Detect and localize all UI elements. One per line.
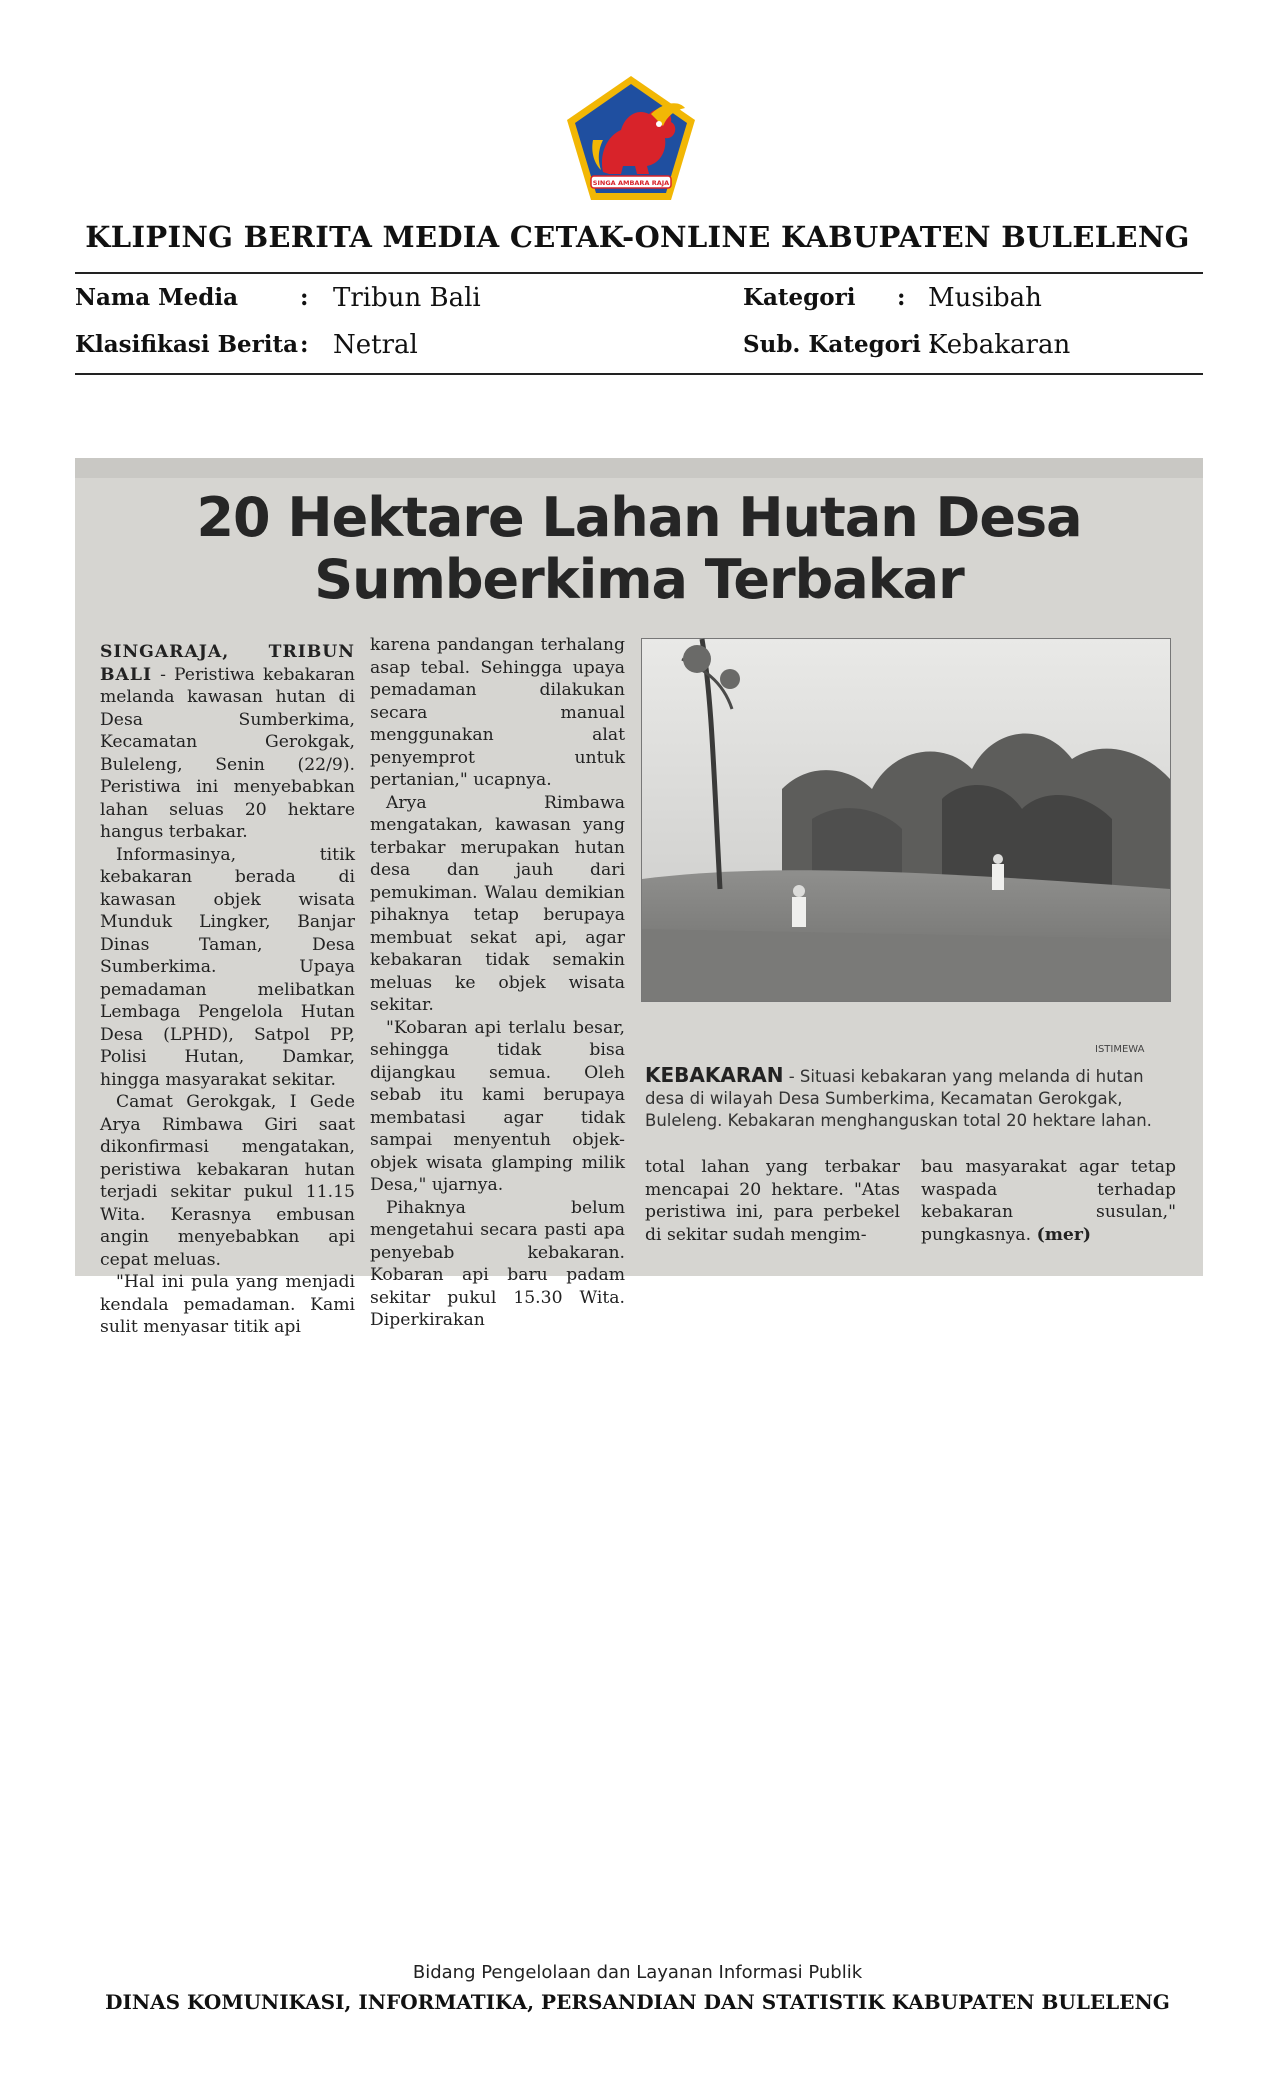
paragraph: Camat Gerokgak, I Gede Arya Rimbawa Giri saat dikonfirmasi mengatakan, peristiwa kebakaran hutan terjadi sekitar pukul 11.15 Wita. Kerasnya embusan angin menyebabkan api cepat meluas.: [100, 1092, 355, 1270]
author-initials: (mer): [1036, 1224, 1092, 1245]
sub-kategori-value: Kebakaran: [928, 330, 1071, 360]
klasifikasi-value: Netral: [333, 330, 418, 360]
headline-line-2: Sumberkima Terbakar: [314, 548, 964, 611]
newspaper-clipping: [75, 458, 1203, 1337]
top-rule: [75, 272, 1203, 274]
article-column-1: [100, 641, 355, 1339]
article-column-2: [370, 634, 625, 1332]
footer-agency: DINAS KOMUNIKASI, INFORMATIKA, PERSANDIAN DAN STATISTIK KABUPATEN BULELENG: [105, 1990, 1170, 2014]
sub-kategori-label: Sub. Kategori :: [743, 331, 938, 358]
photo-credit: ISTIMEWA: [1095, 1044, 1145, 1055]
paragraph: Arya Rimbawa mengatakan, kawasan yang terbakar merupakan hutan desa dan jauh dari pemukiman. Walau demikian pihaknya tetap berupaya membuat sekat api, agar kebakaran tidak semakin meluas ke objek wisata sekitar.: [370, 792, 625, 1015]
buleleng-regency-logo: [563, 74, 699, 202]
paragraph: Pihaknya belum mengetahui secara pasti apa penyebab kebakaran. Kobaran api baru padam sekitar pukul 15.30 Wita. Diperkirakan: [370, 1197, 625, 1330]
kategori-colon: :: [897, 284, 906, 311]
photo-caption: [645, 1064, 1175, 1132]
paragraph: Informasinya, titik kebakaran berada di kawasan objek wisata Munduk Lingker, Banjar Dinas Taman, Desa Sumberkima. Upaya pemadaman melibatkan Lembaga Pengelola Hutan Desa (LPHD), Satpol PP, Polisi Hutan, Damkar, hingga masyarakat sekitar.: [100, 844, 355, 1090]
media-label: Nama Media: [75, 284, 238, 311]
klasifikasi-colon: :: [300, 331, 309, 358]
fire-photo: [641, 638, 1171, 1002]
caption-label: KEBAKARAN: [645, 1063, 784, 1087]
paragraph: "Kobaran api terlalu besar, sehingga tidak bisa dijangkau semua. Oleh sebab itu kami berupaya membatasi agar tidak sampai menyentuh objek-objek wisata glamping milik Desa," ujarnya.: [370, 1017, 625, 1195]
paragraph: total lahan yang terbakar mencapai 20 hektare. "Atas peristiwa ini, para perbekel di sekitar sudah mengim-: [645, 1157, 900, 1245]
footer-department: Bidang Pengelolaan dan Layanan Informasi Publik: [412, 1962, 863, 1983]
page-title: KLIPING BERITA MEDIA CETAK-ONLINE KABUPATEN BULELENG: [85, 220, 1190, 254]
media-colon: :: [300, 284, 309, 311]
paragraph: bau masyarakat agar tetap waspada terhadap kebakaran susulan," pungkasnya.: [921, 1157, 1176, 1245]
dateline: SINGARAJA, TRIBUN BALI: [100, 642, 355, 685]
clip-top-strip: [75, 458, 1203, 478]
article-column-4: [921, 1156, 1176, 1246]
paragraph: "Hal ini pula yang menjadi kendala pemadaman. Kami sulit menyasar titik api: [100, 1272, 355, 1337]
kategori-label: Kategori: [743, 284, 856, 311]
caption-text: - Situasi kebakaran yang melanda di hutan desa di wilayah Desa Sumberkima, Kecamatan Gerokgak, Buleleng. Kebakaran menghanguskan total 20 hektare lahan.: [645, 1067, 1152, 1130]
bottom-rule: [75, 373, 1203, 375]
headline-line-1: 20 Hektare Lahan Hutan Desa: [196, 486, 1082, 549]
paragraph: - Peristiwa kebakaran melanda kawasan hutan di Desa Sumberkima, Kecamatan Gerokgak, Buleleng, Senin (22/9). Peristiwa ini menyebabkan lahan seluas 20 hektare hangus terbakar.: [100, 664, 355, 842]
article-column-3: [645, 1156, 900, 1246]
logo-motto: SINGA AMBARA RAJA: [592, 179, 670, 187]
lion-crest-icon: [563, 74, 699, 202]
paragraph: karena pandangan terhalang asap tebal. Sehingga upaya pemadaman dilakukan secara manual menggunakan alat penyemprot untuk pertanian," ucapnya.: [370, 635, 625, 790]
kategori-value: Musibah: [928, 283, 1042, 313]
forest-fire-image: [642, 639, 1170, 1001]
media-value: Tribun Bali: [333, 283, 481, 313]
klasifikasi-label: Klasifikasi Berita: [75, 331, 299, 358]
